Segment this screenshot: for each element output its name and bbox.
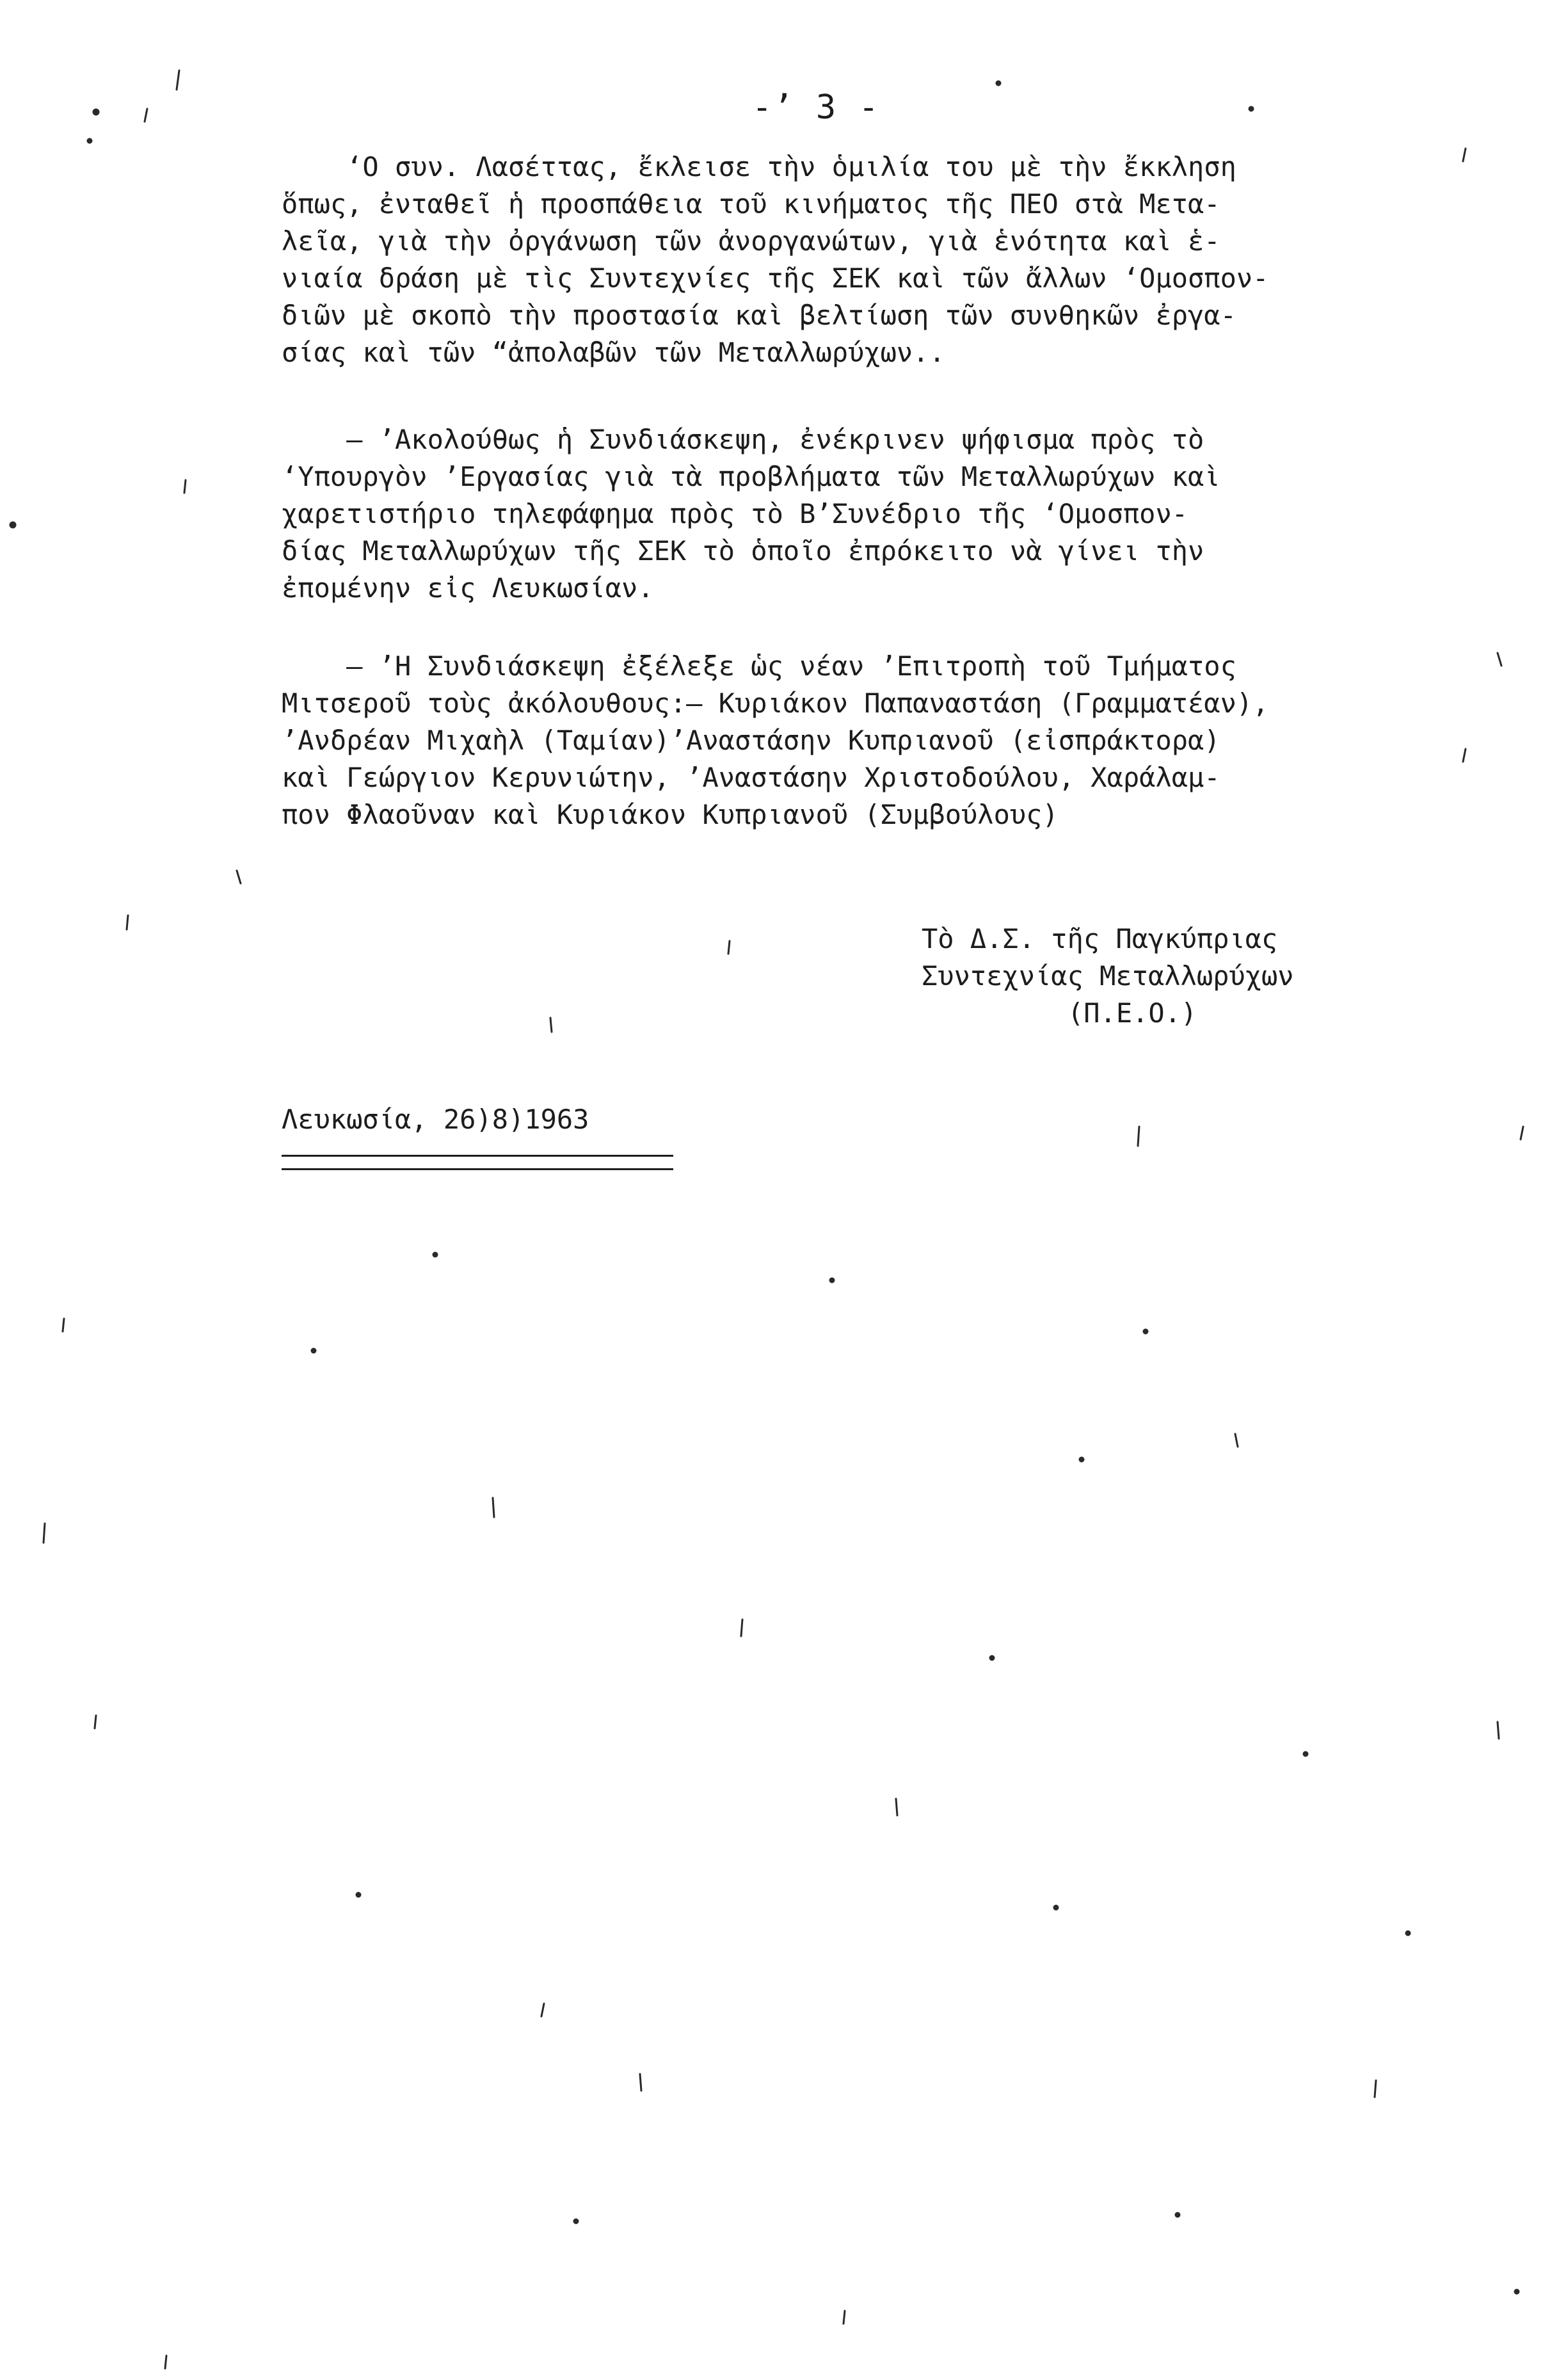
text-line: ‘Ο συν. Λασέττας, ἔκλεισε τὴν ὁμιλία του μὲ τὴν ἔκκληση [282, 151, 1236, 182]
text-line: ὅπως, ἐνταθεῖ ἡ προσπάθεια τοῦ κινήματος τῆς ΠΕΟ στὰ Μετα- [282, 188, 1220, 220]
text-line: λεῖα, γιὰ τὴν ὀργάνωση τῶν ἀνοργανώτων, γιὰ ἑνότητα καὶ ἑ- [282, 225, 1220, 257]
text-line: διῶν μὲ σκοπὸ τὴν προστασία καὶ βελτίωση τῶν συνθηκῶν ἐργα- [282, 300, 1236, 331]
place-date: Λευκωσία, 26)8)1963 [282, 1104, 589, 1135]
text-line: νιαία δράση μὲ τὶς Συντεχνίες τῆς ΣΕΚ καὶ τῶν ἄλλων ‘Ομοσπον- [282, 262, 1269, 294]
text-line: χαρετιστήριο τηλεφάφημα πρὸς τὸ Β’Συνέδριο τῆς ‘Ομοσπον- [282, 498, 1188, 529]
text-line: ‘Υπουργὸν ’Εργασίας γιὰ τὰ προβλήματα τῶν Μεταλλωρύχων καὶ [282, 461, 1220, 492]
text-line: – ’Η Συνδιάσκεψη ἐξέλεξε ὡς νέαν ’Επιτροπὴ τοῦ Τμήματος [282, 650, 1236, 682]
text-line: Μιτσεροῦ τοὺς ἀκόλουθους:– Κυριάκον Παπαναστάση (Γραμματέαν), [282, 687, 1269, 719]
text-line: σίας καὶ τῶν “ἀπολαβῶν τῶν Μεταλλωρύχων.. [282, 337, 945, 368]
signature-line: (Π.Ε.Ο.) [1067, 997, 1197, 1029]
text-line: – ’Ακολούθως ἡ Συνδιάσκεψη, ἐνέκρινεν ψήφισμα πρὸς τὸ [282, 424, 1204, 455]
page-number: -’ 3 - [752, 88, 880, 127]
text-line: ἐπομένην εἰς Λευκωσίαν. [282, 572, 654, 604]
text-line: καὶ Γεώργιον Κερυνιώτην, ’Αναστάσην Χριστοδούλου, Χαράλαμ- [282, 762, 1220, 793]
text-line: πον Φλαοῦναν καὶ Κυριάκον Κυπριανοῦ (Συμβούλους) [282, 799, 1059, 830]
signature-line: Συντεχνίας Μεταλλωρύχων [922, 960, 1294, 992]
signature-line: Τὸ Δ.Σ. τῆς Παγκύπριας [922, 923, 1278, 954]
text-line: ’Ανδρέαν Μιχαὴλ (Ταμίαν)’Αναστάσην Κυπριανοῦ (εἰσπράκτορα) [282, 725, 1220, 756]
text-line: δίας Μεταλλωρύχων τῆς ΣΕΚ τὸ ὁποῖο ἐπρόκειτο νὰ γίνει τὴν [282, 535, 1204, 567]
